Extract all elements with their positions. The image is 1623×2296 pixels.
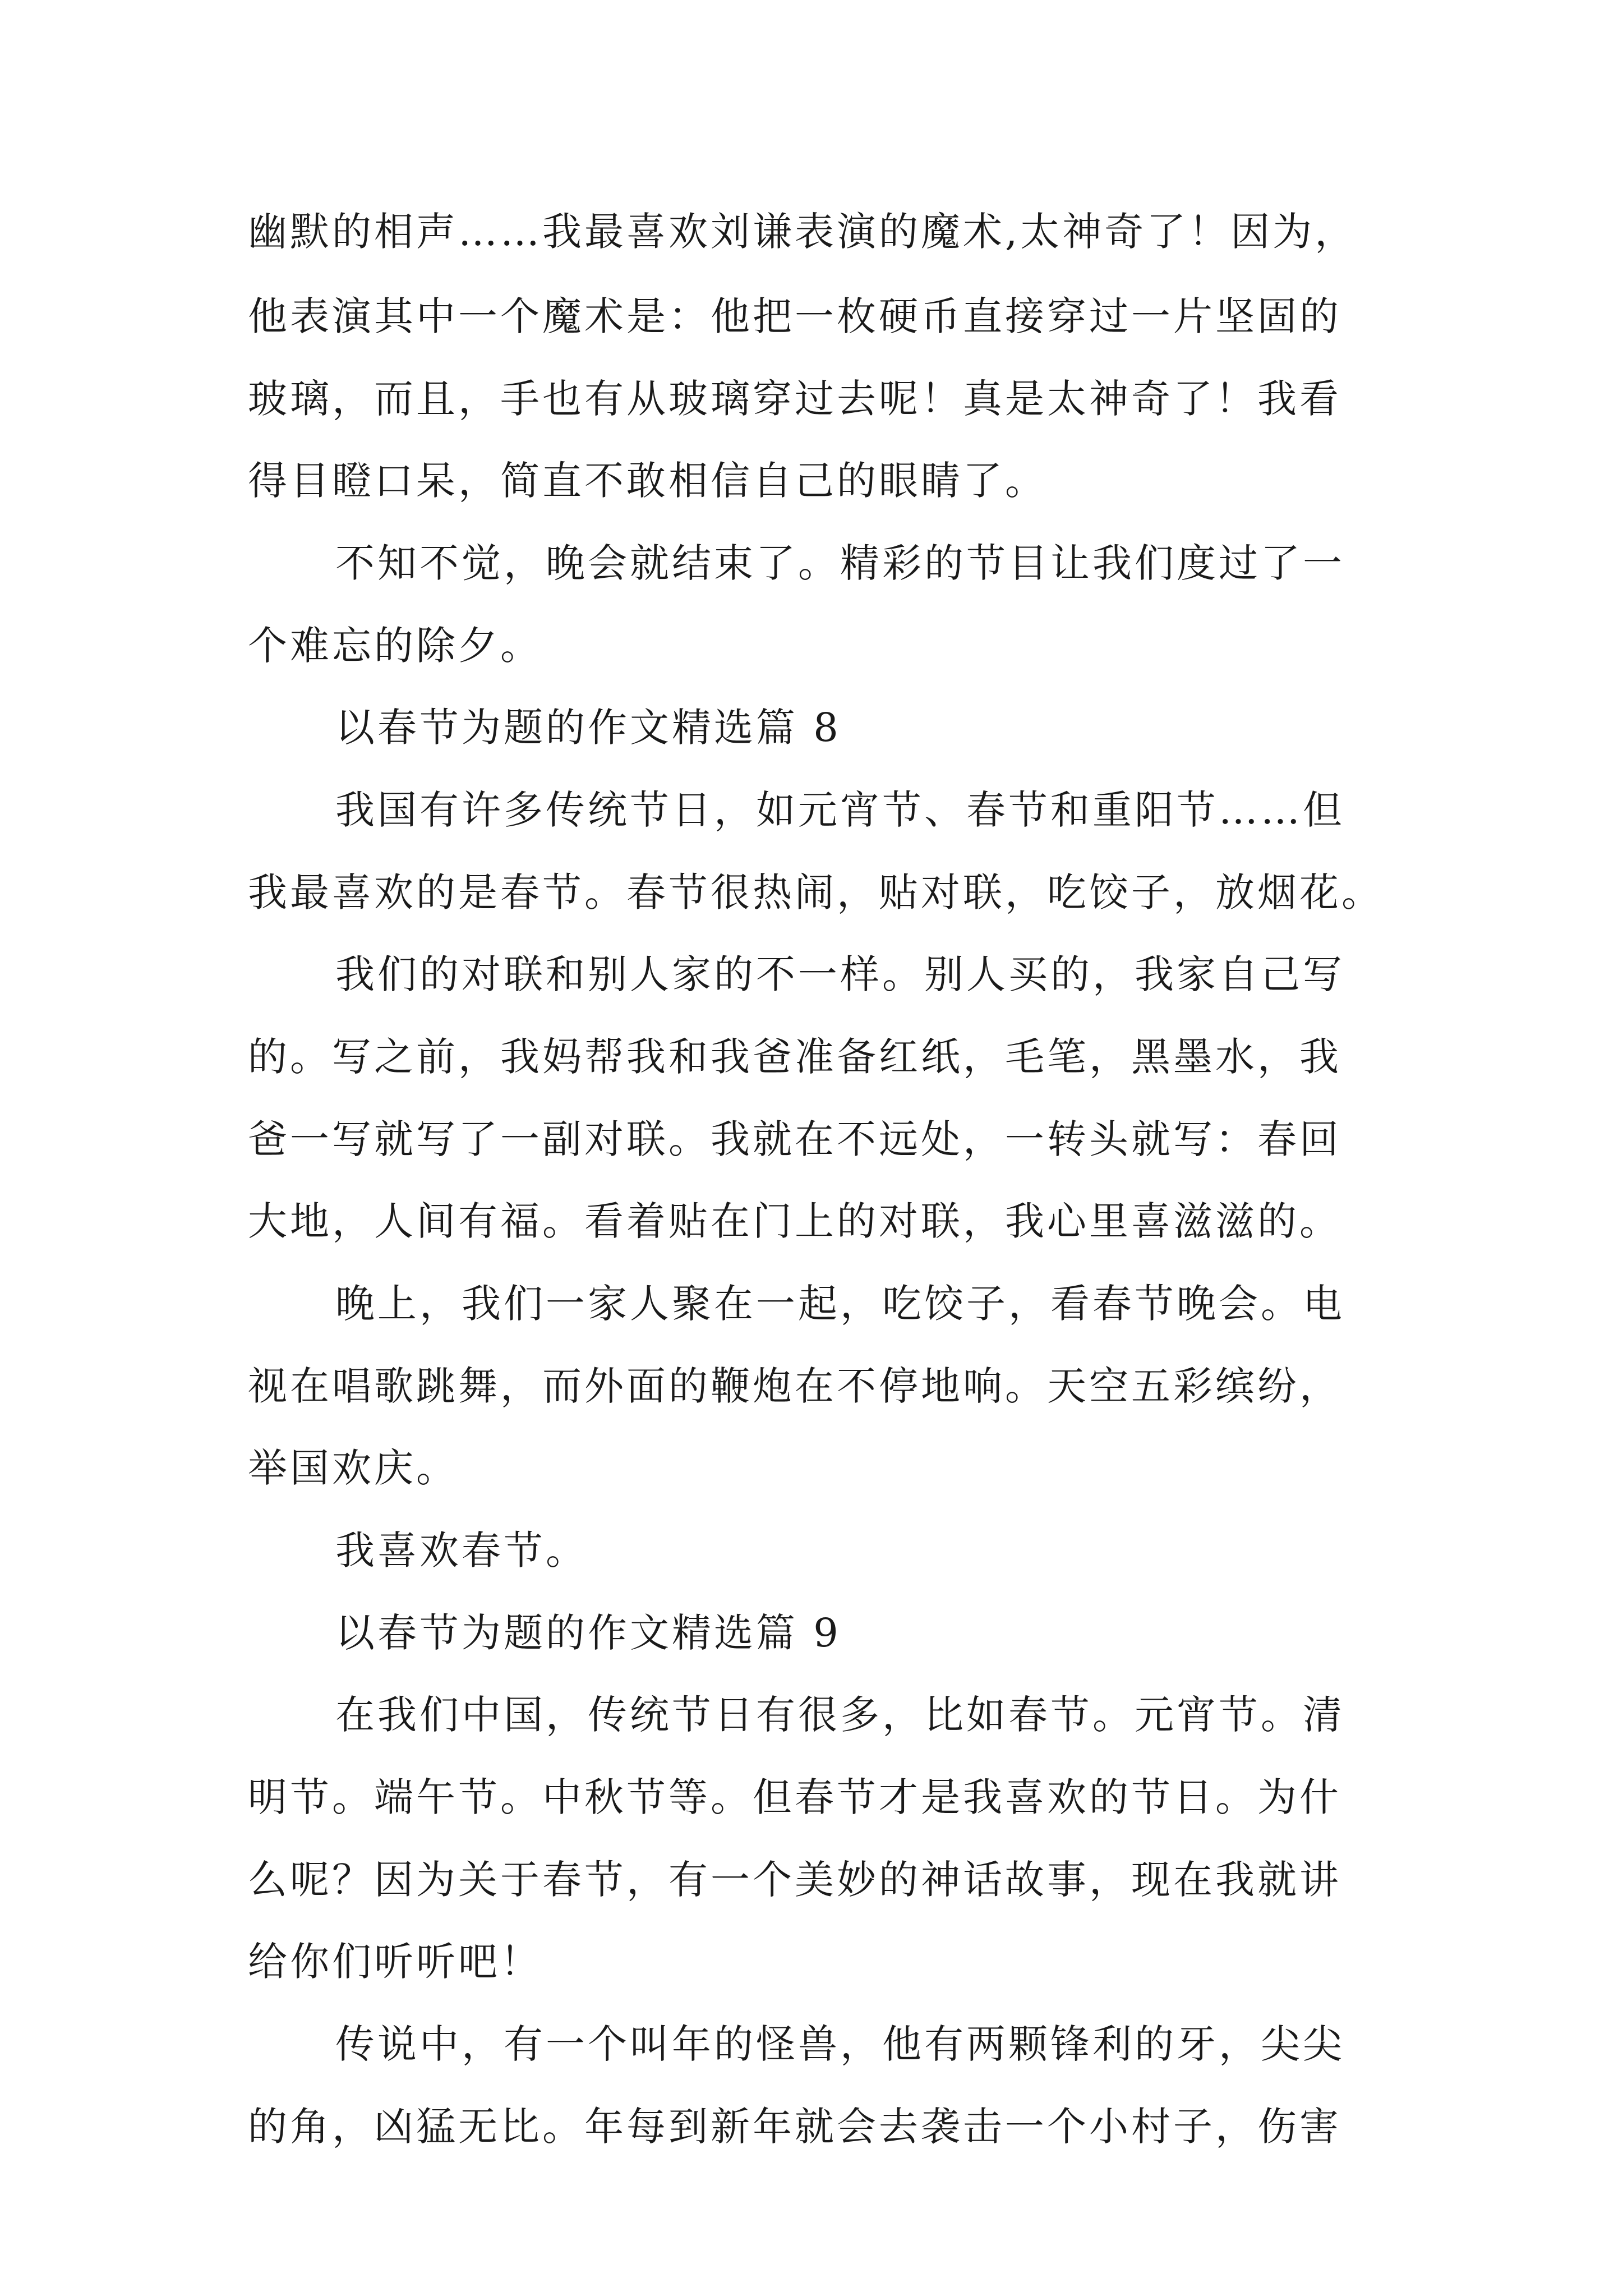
- text-line: 视在唱歌跳舞，而外面的鞭炮在不停地响。天空五彩缤纷，: [248, 1363, 1341, 1409]
- text-line: 么呢？因为关于春节，有一个美妙的神话故事，现在我就讲: [248, 1857, 1341, 1903]
- text-line: 明节。端午节。中秋节等。但春节才是我喜欢的节日。为什: [248, 1774, 1341, 1820]
- text-line: 的。写之前，我妈帮我和我爸准备红纸，毛笔，黑墨水，我: [248, 1034, 1341, 1080]
- text-line: 举国欢庆。: [248, 1445, 458, 1491]
- section-heading-8: 以春节为题的作文精选篇 8: [335, 705, 841, 751]
- text-line: 玻璃，而且，手也有从玻璃穿过去呢！真是太神奇了！我看: [248, 376, 1341, 422]
- paragraph-start: 不知不觉，晚会就结束了。精彩的节目让我们度过了一: [335, 540, 1345, 586]
- text-line: 爸一写就写了一副对联。我就在不远处，一转头就写：春回: [248, 1116, 1341, 1162]
- text-line: 大地，人间有福。看着贴在门上的对联，我心里喜滋滋的。: [248, 1198, 1341, 1244]
- text-line: 的角，凶猛无比。年每到新年就会去袭击一个小村子，伤害: [248, 2104, 1341, 2150]
- text-line: 幽默的相声……我最喜欢刘谦表演的魔术,太神奇了！因为，: [248, 209, 1357, 255]
- text-line: 我最喜欢的是春节。春节很热闹，贴对联，吃饺子，放烟花。: [248, 869, 1384, 915]
- text-line: 他表演其中一个魔术是：他把一枚硬币直接穿过一片坚固的: [248, 293, 1341, 339]
- paragraph-start: 在我们中国，传统节日有很多，比如春节。元宵节。清: [335, 1692, 1345, 1738]
- paragraph-start: 我国有许多传统节日，如元宵节、春节和重阳节……但: [335, 787, 1345, 833]
- text-line: 得目瞪口呆，简直不敢相信自己的眼睛了。: [248, 458, 1047, 504]
- text-line: 个难忘的除夕。: [248, 623, 542, 669]
- section-heading-9: 以春节为题的作文精选篇 9: [335, 1610, 841, 1656]
- text-line: 给你们听听吧！: [248, 1939, 542, 1985]
- paragraph-start: 我喜欢春节。: [335, 1527, 588, 1573]
- paragraph-start: 我们的对联和别人家的不一样。别人买的，我家自己写: [335, 951, 1345, 997]
- paragraph-start: 晚上，我们一家人聚在一起，吃饺子，看春节晚会。电: [335, 1281, 1345, 1327]
- paragraph-start: 传说中，有一个叫年的怪兽，他有两颗锋利的牙，尖尖: [335, 2021, 1345, 2067]
